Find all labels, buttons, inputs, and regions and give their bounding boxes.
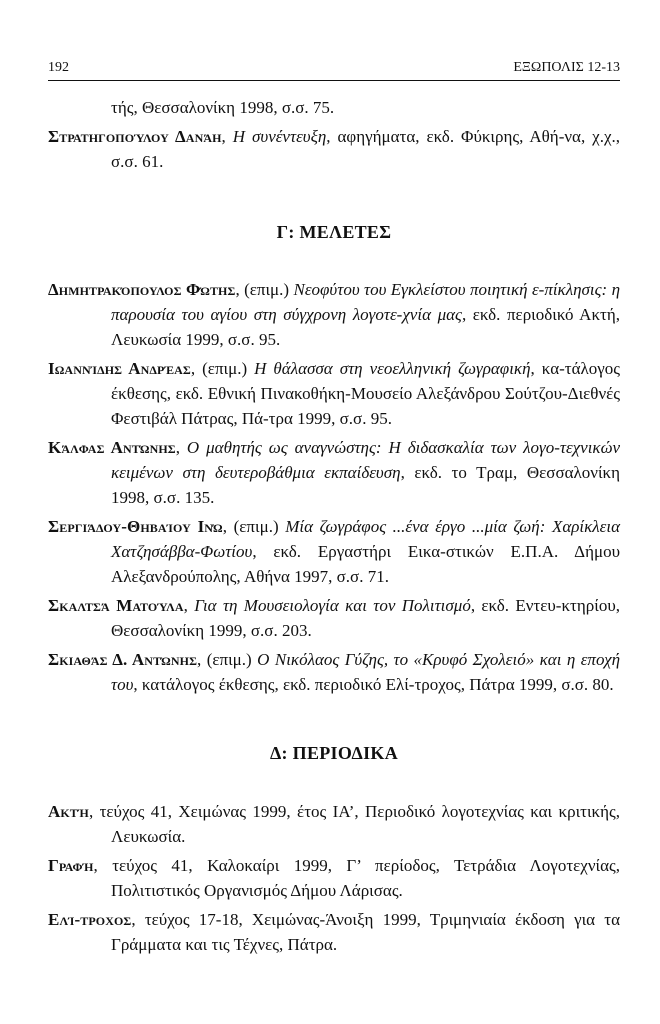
entry-kalfas <box>48 435 620 510</box>
section-heading-periodicals: Δ: ΠΕΡΙΟΔΙΚΑ <box>269 743 399 763</box>
entry-author: Ακτή <box>48 802 89 821</box>
entry-ioannidis <box>48 356 620 431</box>
entry-author: Δημητρακόπουλος Φώτης <box>48 280 236 299</box>
entry-title: Μία ζωγράφος ...ένα έργο ...μία ζωή: Χαρίκλεια Χατζησάββα-Φωτίου <box>111 517 621 561</box>
entry-editor-note: , (επιμ.) <box>197 650 258 669</box>
entry-editor-note: , (επιμ.) <box>190 359 255 378</box>
entry-details: , εκδ. το Τραμ, Θεσσαλονίκη 1998, σ.σ. 135. <box>111 463 620 507</box>
entry-continuation <box>48 95 620 120</box>
entry-details: , αφηγήματα, εκδ. Φύκιρης, Αθή-να, χ.χ., σ.σ. 61. <box>111 127 621 171</box>
entry-akti <box>48 799 620 849</box>
entry-editor-note: , (επιμ.) <box>222 517 286 536</box>
entry-details: , τεύχος 41, Χειμώνας 1999, έτος ΙΑ’, Περιοδικό λογοτεχνίας και κριτικής, Λευκωσία. <box>88 802 620 846</box>
entry-author: Σκαλτσά Ματούλα <box>48 596 184 615</box>
entry-details: , κα-τάλογος έκθεσης, εκδ. Εθνική Πινακοθήκη-Μουσείο Αλεξάνδρου Σούτζου-Διεθνές Φεστιβάλ Πάτρας, Πά-τρα 1999, σ.σ. 95. <box>111 359 620 428</box>
section-heading-studies: Γ: ΜΕΛΕΤΕΣ <box>276 222 392 242</box>
entry-author: Κάλφας Αντώνης <box>48 438 176 457</box>
entry-separator: , <box>183 596 195 615</box>
bibliography-column <box>48 95 620 961</box>
entry-details: , τεύχος 17-18, Χειμώνας-Άνοιξη 1999, Τριμηνιαία έκδοση για τα Γράμματα και τις Τέχνες, Πάτρα. <box>111 910 620 954</box>
entry-author: Σκιαθάς Δ. Αντώνης <box>48 650 198 669</box>
entry-grafi <box>48 853 620 903</box>
entry-separator: , <box>175 438 187 457</box>
header-rule <box>48 80 620 81</box>
entry-author: Γραφή <box>48 856 94 875</box>
entry-details: , εκδ. Εντευ-κτηρίου, Θεσσαλονίκη 1999, σ.σ. 203. <box>111 596 620 640</box>
entry-author: Σεργιάδου-Θηβαίου Ινώ <box>48 517 223 536</box>
entry-skaltsa <box>48 593 620 643</box>
entry-details: , κατάλογος έκθεσης, εκδ. περιοδικό Ελί-τροχος, Πάτρα 1999, σ.σ. 80. <box>133 675 614 694</box>
entry-title: Ο μαθητής ως αναγνώστης: Η διδασκαλία των λογο-τεχνικών κειμένων στη δευτεροβάθμια εκπαίδευση <box>111 438 620 482</box>
continuation-text: τής, Θεσσαλονίκη 1998, σ.σ. 75. <box>111 98 335 117</box>
entry-details: , εκδ. περιοδικό Ακτή, Λευκωσία 1999, σ.σ. 95. <box>111 305 620 349</box>
entry-dimitrakopoulos <box>48 277 620 352</box>
entry-sergiadou <box>48 514 620 589</box>
entry-author: Στρατηγοπούλου Δανάη <box>48 127 222 146</box>
entry-details: , εκδ. Εργαστήρι Εικα-στικών Ε.Π.Α. Δήμου Αλεξανδρούπολης, Αθήνα 1997, σ.σ. 71. <box>111 542 620 586</box>
entry-title: Η συνέντευξη <box>232 127 327 146</box>
entry-author: Ελί-τροχος <box>48 910 132 929</box>
entry-title: Ο Νικόλαος Γύζης, το «Κρυφό Σχολειό» και η εποχή του <box>111 650 621 694</box>
entry-title: Νεοφύτου του Εγκλείστου ποιητική ε-πίκλησις: η παρουσία του αγίου στη σύγχρονη λογοτε-χνία μας <box>111 280 621 324</box>
entry-title: Για τη Μουσειολογία και τον Πολιτισμό <box>194 596 471 615</box>
page-number: 192 <box>48 60 69 75</box>
entry-stratigopoulou <box>48 124 620 174</box>
entry-details: , τεύχος 41, Καλοκαίρι 1999, Γ’ περίοδος, Τετράδια Λογοτεχνίας, Πολιτιστικός Οργανισμός Δήμου Λάρισας. <box>93 856 620 900</box>
entry-author: Ιωαννίδης Ανδρέας <box>48 359 191 378</box>
journal-title: ΕΞΩΠΟΛΙΣ 12-13 <box>513 60 620 75</box>
entry-title: Η θάλασσα στη νεοελληνική ζωγραφική <box>254 359 531 378</box>
entry-elitrochos <box>48 907 620 957</box>
entry-editor-note: , (επιμ.) <box>235 280 294 299</box>
entry-separator: , <box>221 127 233 146</box>
entry-skiathas <box>48 647 620 697</box>
